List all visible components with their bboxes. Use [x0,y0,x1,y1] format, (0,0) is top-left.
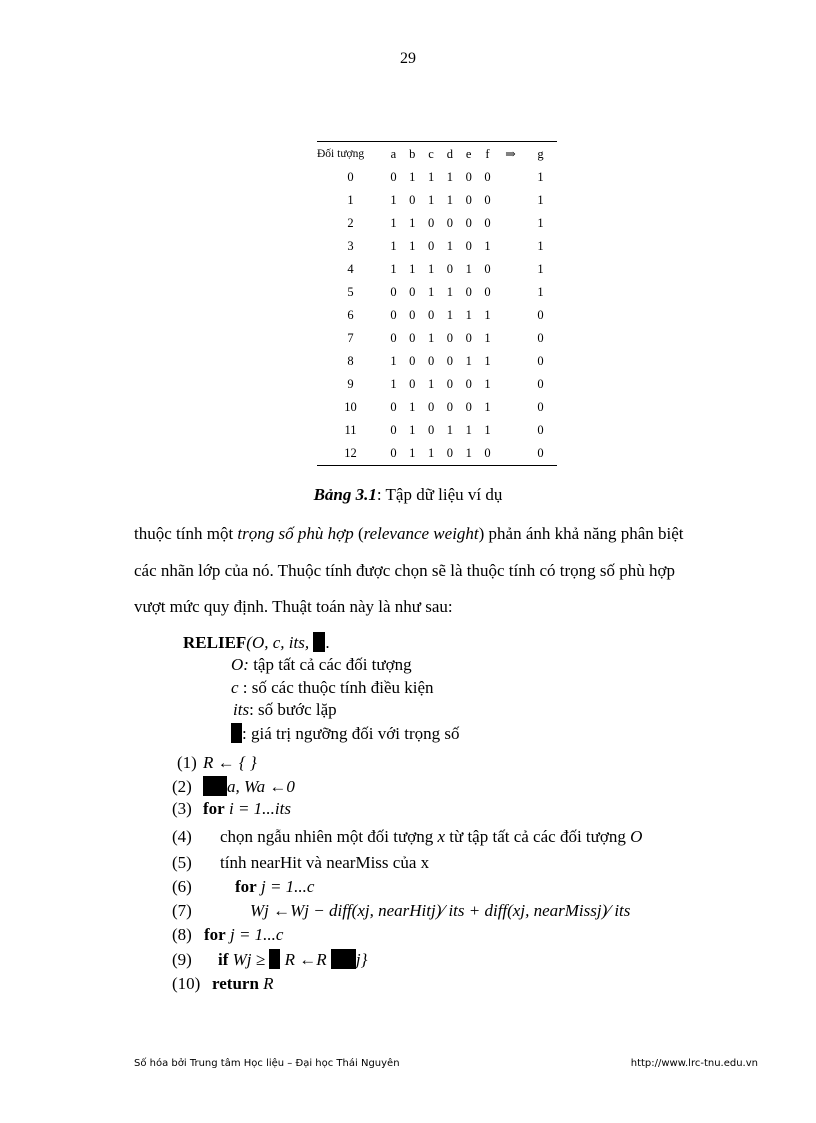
table-cell: 1 [446,308,454,322]
table-cell: 1 [484,331,491,345]
table-cell: 1 [465,262,472,276]
table-cell: 1 [427,377,435,391]
keyword-if: if [218,950,229,969]
paragraph-line-2: các nhãn lớp của nó. Thuộc tính được chọn sẽ là thuộc tính có trọng số phù hợp [134,561,676,580]
table-cell: 1 [484,423,491,437]
step-number: (5) [172,853,192,872]
table-cell: 1 [446,170,454,184]
step-1 [177,753,257,773]
table-cell: 1 [427,285,435,299]
table-cell [497,396,524,419]
table-caption [0,485,816,505]
redacted-block [331,949,356,969]
param-name: c [231,678,239,697]
algorithm-name: RELIEF [183,633,247,652]
table-cell: 0 [465,193,472,207]
table-cell [497,350,524,373]
table-cell: 1 [427,193,435,207]
step-number: (6) [172,877,192,896]
table-cell: 0 [390,170,397,184]
step-text: chọn ngẫu nhiên một đối tượng [220,827,438,846]
table-cell [497,258,524,281]
table-cell: 1 [390,262,397,276]
text-run: thuộc tính một [134,524,238,543]
table-cell: 1 [465,354,472,368]
table-cell: 1 [409,170,416,184]
table-cell: 0 [484,285,491,299]
table-cell: 1 [465,308,472,322]
table-row [317,189,557,212]
redacted-block [313,632,325,652]
table-cell: 0 [390,285,397,299]
table-row [317,373,557,396]
table-row [317,442,557,466]
table-header-row [317,142,557,167]
table-cell: 7 [347,331,354,345]
param-o [231,655,412,675]
table-cell: 0 [446,400,454,414]
table-cell: 0 [427,400,435,414]
table-cell: 1 [484,354,491,368]
table-cell: 0 [427,423,435,437]
table-cell: 1 [347,193,354,207]
header-c: c [428,146,434,161]
page-number: 29 [400,50,416,67]
table-row [317,419,557,442]
table-cell: 1 [484,308,491,322]
table-cell: 1 [446,239,454,253]
step-number: (2) [172,777,192,796]
table-cell: 0 [537,308,544,322]
step-text: j} [355,950,368,969]
table-cell: 1 [427,170,435,184]
step-3 [172,799,291,819]
param-desc: : số các thuộc tính điều kiện [238,678,434,697]
header-b: b [409,146,416,161]
table-cell: 0 [465,400,472,414]
table-cell: 1 [537,285,544,299]
table-cell: 1 [446,423,454,437]
table-row [317,350,557,373]
step-number: (4) [172,827,192,846]
table-cell: 0 [537,400,544,414]
step-5 [172,853,429,873]
table-cell: 0 [446,262,454,276]
step-10 [172,974,274,994]
table-cell: 1 [537,170,544,184]
table-row [317,304,557,327]
step-var: O [630,827,643,846]
header-a: a [390,146,397,161]
keyword-for: for [204,925,226,944]
table-cell [497,373,524,396]
param-desc: : giá trị ngưỡng đối với trọng số [242,724,460,743]
step-number: (9) [172,950,192,969]
table-cell: 0 [390,308,397,322]
step-text: a, Wa ←0 [227,777,295,796]
table-cell: 4 [347,262,354,276]
table-cell: 5 [347,285,354,299]
table-cell: 1 [409,423,416,437]
table-cell: 1 [465,446,472,460]
table-cell: 0 [484,170,491,184]
step-text: tính nearHit và nearMiss của x [220,853,430,872]
step-7 [172,901,630,921]
step-number: (8) [172,925,192,944]
redacted-block [203,776,227,796]
table-cell: 0 [446,377,454,391]
table-cell: 0 [347,170,354,184]
table-cell: 6 [347,308,354,322]
table-cell: 1 [484,377,491,391]
table-cell: 1 [537,216,544,230]
paragraph-line-1 [134,524,754,544]
table-cell: 0 [427,354,435,368]
redacted-block [231,723,242,743]
keyword-return: return [212,974,259,993]
table-cell: 1 [409,446,416,460]
table-cell: 1 [465,423,472,437]
table-cell: 1 [409,400,416,414]
table-cell: 0 [465,331,472,345]
table-cell: 0 [446,216,454,230]
table-cell: 1 [484,239,491,253]
step-text: R ←R [280,950,331,969]
table-cell: 1 [390,193,397,207]
caption-label: Bảng 3.1 [313,485,377,504]
table-row [317,212,557,235]
step-2 [172,776,295,797]
table-cell: 0 [537,377,544,391]
table-cell: 0 [409,331,416,345]
table-cell: 0 [484,216,491,230]
table-cell: 3 [347,239,354,253]
table-cell: 0 [446,331,454,345]
step-text: R [258,974,274,993]
example-data-table [317,141,557,466]
footer-source: Số hóa bởi Trung tâm Học liệu – Đại học Thái Nguyên [134,1058,400,1069]
table-cell: 0 [537,354,544,368]
table-cell: 1 [390,354,397,368]
step-text: i = 1...its [224,799,291,818]
table-cell [497,166,524,189]
step-number: (7) [172,901,192,920]
table-cell: 0 [537,423,544,437]
table-cell: 10 [344,400,357,414]
table-cell: 0 [465,170,472,184]
table-cell: 0 [409,285,416,299]
table-cell: 1 [390,377,397,391]
table-cell: 0 [537,331,544,345]
footer-url-link[interactable]: http://www.lrc-tnu.edu.vn [630,1058,758,1069]
param-c [231,678,434,698]
table-cell: 1 [409,216,416,230]
table-cell: 0 [465,285,472,299]
step-4 [172,827,642,847]
header-object: Đối tượng [317,148,365,160]
step-text: Wj ←Wj − diff(xj, nearHitj)⁄ its + diff(xj, nearMissj)⁄ its [250,901,631,920]
table-cell: 0 [409,354,416,368]
table-cell: 1 [537,239,544,253]
step-text: Wj ≥ [228,950,270,969]
table-cell: 0 [427,239,435,253]
step-var: x [437,827,446,846]
table-cell: 11 [344,423,357,437]
keyword-for: for [203,799,225,818]
table-cell: 1 [427,262,435,276]
step-text: j = 1...c [225,925,284,944]
paragraph-line-3: vượt mức quy định. Thuật toán này là như sau: [134,597,453,616]
param-threshold [231,723,460,744]
param-name: O: [231,655,249,674]
table-cell: 0 [465,239,472,253]
param-desc: tập tất cả các đối tượng [248,655,412,674]
table-cell: 0 [390,423,397,437]
redacted-block [269,949,280,969]
table-cell [497,327,524,350]
table-cell: 0 [484,193,491,207]
table-cell [497,419,524,442]
table-cell: 1 [446,285,454,299]
step-text: j = 1...c [256,877,315,896]
term-relevance-weight-en: relevance weight [363,524,479,543]
table-cell [497,235,524,258]
table-cell: 8 [347,354,354,368]
table-cell: 0 [409,377,416,391]
header-g: g [537,146,544,161]
table-cell: 0 [427,216,435,230]
table-cell [497,442,524,466]
table-cell: 0 [484,262,491,276]
step-number: (10) [172,974,201,993]
table-cell: 1 [427,446,435,460]
step-text: từ tập tất cả các đối tượng [445,827,631,846]
table-cell: 1 [390,216,397,230]
table-row [317,396,557,419]
table-cell: 1 [409,262,416,276]
param-its [233,700,337,720]
table-cell: 1 [427,331,435,345]
table-cell: 0 [465,216,472,230]
caption-text: : Tập dữ liệu ví dụ [376,485,503,504]
table-row [317,235,557,258]
step-number: (3) [172,799,192,818]
table-cell: 0 [537,446,544,460]
header-e: e [465,146,472,161]
table-cell: 0 [427,308,435,322]
table-cell: 0 [390,446,397,460]
table-cell [497,304,524,327]
algorithm-args: (O, c, its, [246,633,314,652]
header-d: d [446,146,454,161]
table-cell: 0 [446,446,454,460]
step-8 [172,925,283,945]
table-cell: 1 [409,239,416,253]
step-9 [172,949,367,970]
table-row [317,281,557,304]
param-desc: : số bước lặp [249,700,337,719]
table-cell: 12 [344,446,357,460]
table-cell: 0 [484,446,491,460]
keyword-for: for [235,877,257,896]
algorithm-sig-end: . [325,633,330,652]
table-cell: 0 [409,308,416,322]
table-cell: 0 [390,400,397,414]
step-6 [172,877,314,897]
table-cell: 1 [484,400,491,414]
table-cell: 9 [347,377,354,391]
text-run: ( [353,524,364,543]
step-number: (1) [177,753,197,772]
algorithm-signature [183,632,330,653]
table-cell: 1 [390,239,397,253]
table-cell: 1 [537,193,544,207]
table-row [317,327,557,350]
table-cell [497,212,524,235]
table-cell [497,189,524,212]
table-cell: 0 [390,331,397,345]
table-cell: 1 [446,193,454,207]
header-f: f [485,146,490,161]
text-run: ) phản ánh khả năng phân biệt [478,524,684,543]
table-cell: 0 [409,193,416,207]
table-cell: 0 [446,354,454,368]
table-cell [497,281,524,304]
table-cell: 2 [347,216,354,230]
table-cell: 1 [537,262,544,276]
param-name: its [233,700,250,719]
table-row [317,258,557,281]
header-implies-arrow: ⇒ [505,147,516,161]
step-text: R ← { } [203,753,257,772]
term-relevance-weight-vi: trọng số phù hợp [237,524,354,543]
table-cell: 0 [465,377,472,391]
table-row [317,166,557,189]
